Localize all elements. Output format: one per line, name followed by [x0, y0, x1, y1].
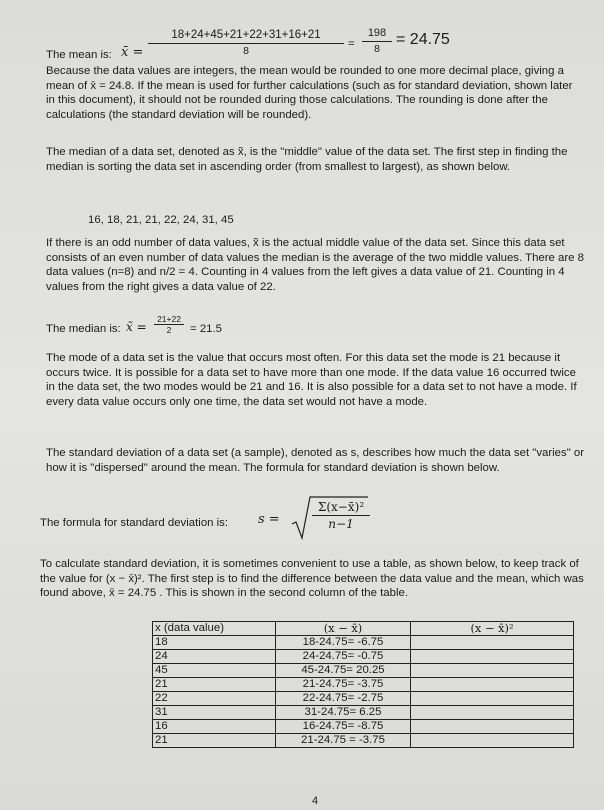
table-row	[153, 706, 574, 720]
cell-x: 16	[153, 720, 276, 734]
median-intro: The median of a data set, denoted as x̃, is the "middle" value of the data set. The first step in finding the median is sorting the data set in ascending order (from smallest to largest), as shown below.	[46, 146, 568, 173]
mean-paragraph: Because the data values are integers, the mean would be rounded to one more decimal place, giving a mean of x̄ = 24.8. If the mean is used for further calculations (such as for standard deviation, shown later in this document), it should not be rounded during those calculations. The rounding is done after the calculations (the standard deviation will be rounded).	[46, 65, 573, 121]
cell-diff: 18-24.75= -6.75	[276, 636, 411, 650]
table-row	[153, 650, 574, 664]
table-row	[153, 720, 574, 734]
cell-x: 24	[153, 650, 276, 664]
table-header-row	[153, 622, 574, 636]
table-row	[153, 734, 574, 748]
sd-table	[152, 621, 574, 748]
table-header-x: x (data value)	[153, 622, 276, 636]
median-numerator: 21+22	[154, 314, 184, 325]
cell-sq	[411, 678, 574, 692]
mean-label: The mean is:	[46, 49, 112, 61]
mean-sum-num: 198	[362, 26, 392, 42]
cell-x: 45	[153, 664, 276, 678]
cell-diff: 16-24.75= -8.75	[276, 720, 411, 734]
mean-sum-den: 8	[374, 43, 380, 55]
sd-formula-numerator: Σ(x−x̄)²	[312, 500, 370, 516]
table-header-diff: (x − x̄)	[276, 622, 411, 636]
sd-formula-label: The formula for standard deviation is:	[40, 517, 229, 529]
median-denominator: 2	[166, 325, 172, 335]
sd-table-intro: To calculate standard deviation, it is sometimes convenient to use a table, as shown below, to keep track of the value for (x − x̄)². The first step is to find the difference between the data value and the mean, which was found above, x̄ = 24.75 . This is shown in the second column of the table.	[40, 558, 584, 600]
sd-paragraph: The standard deviation of a data set (a sample), denoted as s, describes how much the data set "varies" or how it is "dispersed" around the mean. The formula for standard deviation is shown below.	[46, 447, 585, 474]
cell-diff: 24-24.75= -0.75	[276, 650, 411, 664]
median-fraction	[154, 314, 184, 335]
cell-x: 21	[153, 734, 276, 748]
median-xtilde: x̃ =	[126, 320, 147, 334]
cell-x: 31	[153, 706, 276, 720]
cell-diff: 31-24.75= 6.25	[276, 706, 411, 720]
table-row	[153, 678, 574, 692]
cell-sq	[411, 650, 574, 664]
mean-denominator: 8	[243, 45, 249, 57]
cell-sq	[411, 636, 574, 650]
mean-equals: =	[348, 38, 355, 50]
table-row	[153, 664, 574, 678]
sd-formula-denominator: n−1	[328, 517, 354, 531]
mean-fraction	[148, 28, 344, 58]
sd-s-symbol: s =	[258, 512, 280, 527]
table-row	[153, 692, 574, 706]
median-explanation: If there is an odd number of data values, x̃ is the actual middle value of the data set. Since this data set consists of an even number of data values the median is the average of the two middle values. There are 8 data values (n=8) and n/2 = 4. Counting in 4 values from the left gives a data value of 21. Counting in 4 values from the right gives a data value of 22.	[46, 237, 584, 293]
cell-sq	[411, 706, 574, 720]
cell-sq	[411, 720, 574, 734]
cell-sq	[411, 734, 574, 748]
cell-diff: 22-24.75= -2.75	[276, 692, 411, 706]
cell-diff: 21-24.75 = -3.75	[276, 734, 411, 748]
mean-numerator: 18+24+45+21+22+31+16+21	[148, 28, 344, 44]
cell-sq	[411, 692, 574, 706]
cell-x: 21	[153, 678, 276, 692]
median-result: = 21.5	[190, 323, 222, 335]
cell-diff: 45-24.75= 20.25	[276, 664, 411, 678]
cell-sq	[411, 664, 574, 678]
cell-x: 22	[153, 692, 276, 706]
mode-paragraph: The mode of a data set is the value that occurs most often. For this data set the mode is 21 because it occurs twice. It is possible for a data set to have more than one mode. If the data value 16 occurred twice in the data set, the two modes would be 21 and 16. It is also possible for a data set to not have a mode. If every data value occurs only one time, the data set would not have a mode.	[46, 352, 577, 408]
mean-xbar: x̄ =	[121, 45, 144, 60]
median-sorted-data: 16, 18, 21, 21, 22, 24, 31, 45	[88, 214, 234, 226]
cell-x: 18	[153, 636, 276, 650]
sd-formula-fraction	[312, 500, 370, 532]
median-label: The median is:	[46, 323, 121, 335]
table-header-sq: (x − x̄)²	[411, 622, 574, 636]
mean-sum-fraction	[362, 26, 392, 56]
page-number: 4	[312, 795, 319, 807]
mean-result: = 24.75	[396, 31, 450, 48]
table-row	[153, 636, 574, 650]
cell-diff: 21-24.75= -3.75	[276, 678, 411, 692]
